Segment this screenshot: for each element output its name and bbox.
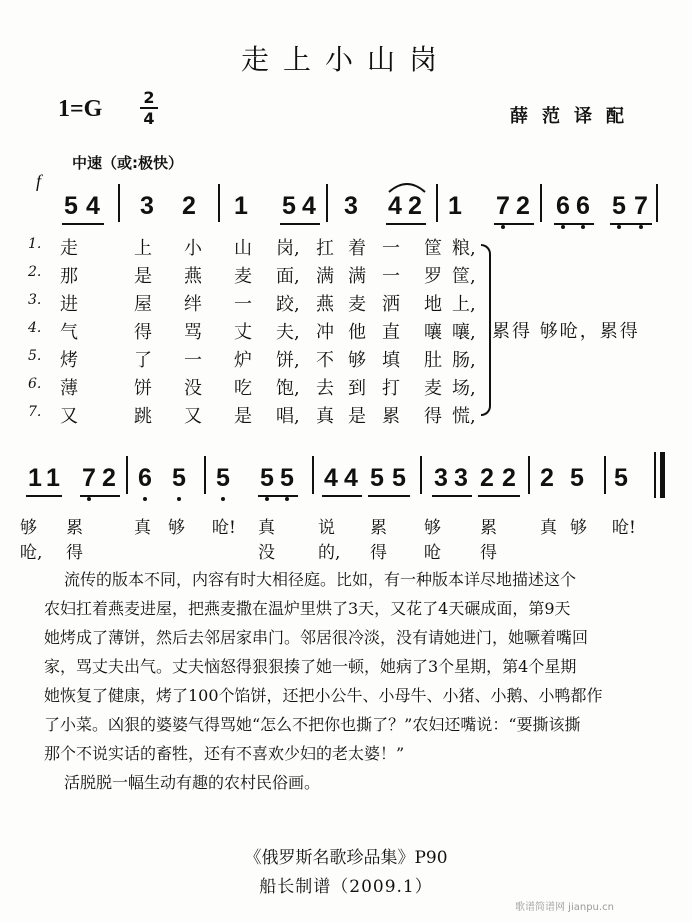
lyric-char: 慌, — [452, 406, 476, 427]
lyric-char: 吃 — [234, 378, 252, 399]
lyric-char: 饱, — [276, 378, 300, 399]
beam — [322, 495, 362, 497]
note: 3 — [344, 192, 358, 220]
paragraph-line: 了小菜。凶狠的婆婆气得骂她“怎么不把你也撕了？”农妇还嘴说：“要撕该撕 — [44, 715, 581, 734]
lyric-char: 一 — [234, 294, 252, 315]
lyric-char: 骂 — [184, 322, 202, 343]
lyric-word: 真 — [134, 518, 151, 538]
lyric-char: 上 — [134, 238, 152, 259]
lyric-char: 满 — [348, 266, 366, 287]
note-low-octave: 5 — [610, 192, 628, 221]
lyric-char: 又 — [60, 406, 78, 427]
bar-line — [218, 184, 220, 222]
lyric-char: 筐, — [452, 266, 476, 287]
lyric-char: 上, — [452, 294, 476, 315]
paragraph-line: 家，骂丈夫出气。丈夫恼怒得狠狠揍了她一顿，她病了3个星期，第4个星期 — [44, 657, 577, 676]
note: 2 — [480, 464, 494, 492]
paragraph-line: 她恢复了健康，烤了100个馅饼，还把小公牛、小母牛、小猪、小鹅、小鸭都作 — [44, 686, 603, 705]
note: 5 — [64, 192, 78, 220]
verse-number: 6. — [28, 376, 42, 392]
note: 3 — [140, 192, 154, 220]
final-bar-thick — [660, 452, 665, 498]
lyric-word: 累得 — [370, 518, 387, 563]
lyric-char: 岗, — [276, 238, 300, 259]
lyric-char: 填 — [382, 350, 400, 371]
lyric-char: 得 — [424, 406, 442, 427]
note-low-octave: 5 — [170, 464, 188, 493]
closing-line: 活脱脱一幅生动有趣的农村民俗画。 — [64, 773, 321, 792]
arranger: 薛范译配 — [510, 106, 638, 127]
note: 2 — [516, 192, 530, 220]
beam — [280, 223, 320, 225]
note: 3 — [454, 464, 468, 492]
bar-line — [420, 456, 422, 494]
lyric-char: 是 — [348, 406, 366, 427]
song-title: 走上小山岗 — [240, 43, 451, 76]
lyric-char: 炉 — [234, 350, 252, 371]
lyric-char: 是 — [134, 266, 152, 287]
commentary-paragraph — [44, 565, 674, 797]
lyric-word: 真 — [540, 518, 557, 538]
bar-line — [436, 184, 438, 222]
bar-line — [540, 184, 542, 222]
note: 4 — [324, 464, 338, 492]
lyric-char: 跤, — [276, 294, 300, 315]
bar-line — [204, 456, 206, 494]
lyric-char: 嚷 — [424, 322, 442, 343]
lyric-char: 跳 — [134, 406, 152, 427]
lyric-char: 一 — [184, 350, 202, 371]
bar-line — [528, 456, 530, 494]
note: 5 — [282, 192, 296, 220]
dynamics-marking: f — [36, 171, 42, 191]
lyric-char: 地 — [424, 294, 442, 315]
site-watermark: 歌谱简谱网 jianpu.cn — [515, 902, 614, 913]
lyric-char: 唱, — [276, 406, 300, 427]
notation-staff-2 — [0, 464, 692, 504]
lyric-char: 场, — [452, 378, 476, 399]
lyric-char: 麦 — [424, 378, 442, 399]
verse-number: 1. — [28, 236, 42, 252]
lyric-char: 肚 — [424, 350, 442, 371]
note: 2 — [502, 464, 516, 492]
lyric-char: 燕 — [184, 266, 202, 287]
note: 1 — [448, 192, 462, 220]
paragraph-line: 农妇扛着燕麦进屋，把燕麦撒在温炉里烘了3天，又花了4天碾成面，第9天 — [44, 599, 571, 618]
beam — [26, 495, 62, 497]
lyric-char: 冲 — [316, 322, 334, 343]
lyric-word: 呛! — [212, 518, 236, 538]
lyric-char: 他 — [348, 322, 366, 343]
note: 4 — [344, 464, 358, 492]
lyric-char: 直 — [382, 322, 400, 343]
verse-number: 7. — [28, 404, 42, 420]
verse-number: 4. — [28, 320, 42, 336]
lyric-char: 麦 — [234, 266, 252, 287]
lyric-char: 进 — [60, 294, 78, 315]
lyric-word: 够 — [570, 518, 587, 538]
bar-line — [604, 456, 606, 494]
note: 1 — [234, 192, 248, 220]
note: 4 — [86, 192, 100, 220]
note: 5 — [614, 464, 628, 492]
refrain-text: 累得 够呛，累得 — [492, 321, 640, 342]
note: 1 — [28, 464, 42, 492]
notation-staff-1 — [0, 192, 692, 232]
note: 4 — [302, 192, 316, 220]
lyric-char: 粮, — [452, 238, 476, 259]
lyric-char: 罗 — [424, 266, 442, 287]
key-signature: 1=G — [58, 96, 103, 122]
lyric-char: 着 — [348, 238, 366, 259]
lyric-char: 饼, — [276, 350, 300, 371]
lyric-char: 一 — [382, 238, 400, 259]
lyric-char: 屋 — [134, 294, 152, 315]
lyric-char: 一 — [382, 266, 400, 287]
source-citation: 《俄罗斯名歌珍品集》P90 — [244, 848, 448, 868]
lyric-char: 真 — [316, 406, 334, 427]
lyric-char: 饼 — [134, 378, 152, 399]
beam — [62, 223, 104, 225]
lyric-word: 够呛, — [20, 518, 43, 563]
lyric-word: 累得 — [480, 518, 497, 563]
note: 4 — [388, 192, 402, 220]
time-numerator: 2 — [140, 88, 158, 109]
lyric-char: 得 — [134, 322, 152, 343]
final-bar-thin — [654, 452, 656, 498]
beam — [432, 495, 472, 497]
beam — [258, 495, 298, 497]
lyric-word: 够呛 — [424, 518, 441, 563]
lyric-char: 够 — [348, 350, 366, 371]
beam — [386, 223, 426, 225]
lyric-char: 小 — [184, 238, 202, 259]
tempo-marking: 中速（或:极快） — [72, 154, 183, 172]
note-low-octave: 7 — [494, 192, 512, 221]
lyric-char: 满 — [316, 266, 334, 287]
beam — [478, 495, 520, 497]
paragraph-line: 那个不说实话的畜牲，还有不喜欢少妇的老太婆！” — [44, 744, 405, 763]
lyric-char: 是 — [234, 406, 252, 427]
lyric-char: 去 — [316, 378, 334, 399]
note-low-octave: 5 — [258, 464, 276, 493]
verse-number: 3. — [28, 292, 42, 308]
note: 2 — [102, 464, 116, 492]
bar-line — [326, 184, 328, 222]
lyric-char: 不 — [316, 350, 334, 371]
note-low-octave: 6 — [136, 464, 154, 493]
lyric-char: 到 — [348, 378, 366, 399]
lyric-char: 又 — [184, 406, 202, 427]
lyric-word: 真没 — [258, 518, 275, 563]
note: 5 — [392, 464, 406, 492]
note-low-octave: 5 — [278, 464, 296, 493]
lyric-char: 气 — [60, 322, 78, 343]
paragraph-line: 她烤成了薄饼，然后去邻居家串门。邻居很冷淡，没有请她进门，她噘着嘴回 — [44, 628, 589, 647]
verse-number: 5. — [28, 348, 42, 364]
beam — [80, 495, 120, 497]
note: 1 — [46, 464, 60, 492]
lyric-char: 丈 — [234, 322, 252, 343]
lyric-char: 累 — [382, 406, 400, 427]
lyric-char: 嚷, — [452, 322, 476, 343]
note-low-octave: 7 — [632, 192, 650, 221]
lyric-char: 燕 — [316, 294, 334, 315]
lyric-char: 面, — [276, 266, 300, 287]
lyric-char: 烤 — [60, 350, 78, 371]
time-denominator: 4 — [143, 109, 155, 128]
lyric-char: 筐 — [424, 238, 442, 259]
note-low-octave: 7 — [80, 464, 98, 493]
lyric-word: 呛! — [612, 518, 636, 538]
lyric-char: 薄 — [60, 378, 78, 399]
lyric-char: 夫, — [276, 322, 300, 343]
lyric-char: 肠, — [452, 350, 476, 371]
note: 3 — [434, 464, 448, 492]
lyric-char: 那 — [60, 266, 78, 287]
lyric-word: 够 — [168, 518, 185, 538]
lyric-word: 说的, — [318, 518, 341, 563]
note: 2 — [182, 192, 196, 220]
beam — [610, 223, 652, 225]
bar-line — [312, 456, 314, 494]
verse-number: 2. — [28, 264, 42, 280]
verse-brace — [481, 244, 491, 416]
note: 5 — [370, 464, 384, 492]
bar-line — [656, 184, 658, 222]
beam — [368, 495, 410, 497]
lyric-char: 了 — [134, 350, 152, 371]
time-signature — [140, 88, 158, 128]
beam — [554, 223, 594, 225]
beam — [494, 223, 534, 225]
note: 2 — [540, 464, 554, 492]
bar-line — [126, 456, 128, 494]
lyric-char: 没 — [184, 378, 202, 399]
lyric-char: 麦 — [348, 294, 366, 315]
lyric-char: 扛 — [316, 238, 334, 259]
note: 5 — [570, 464, 584, 492]
lyric-char: 山 — [234, 238, 252, 259]
slur-mark — [386, 180, 428, 194]
paragraph-line: 流传的版本不同，内容有时大相径庭。比如，有一种版本详尽地描述这个 — [64, 570, 577, 589]
lyric-char: 洒 — [382, 294, 400, 315]
lyric-word: 累得 — [66, 518, 83, 563]
note-low-octave: 6 — [554, 192, 572, 221]
bar-line — [118, 184, 120, 222]
lyric-char: 走 — [60, 238, 78, 259]
transcriber-credit: 船长制谱（2009.1） — [259, 877, 433, 897]
note-low-octave: 6 — [574, 192, 592, 221]
lyric-char: 绊 — [184, 294, 202, 315]
lyric-char: 打 — [382, 378, 400, 399]
note: 2 — [408, 192, 422, 220]
note-low-octave: 5 — [214, 464, 232, 493]
